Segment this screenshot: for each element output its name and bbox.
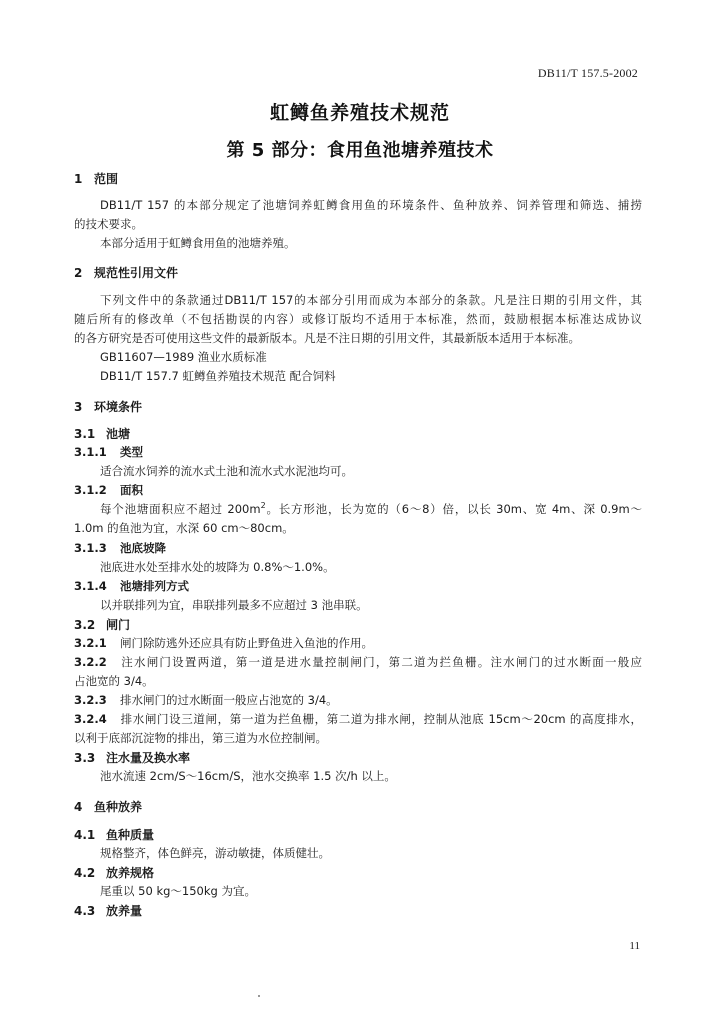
paragraph-line: 的技术要求。 (74, 217, 143, 231)
subsection-heading: 4.1 鱼种质量 (74, 828, 155, 842)
clause-heading: 3.1.4 池塘排列方式 (74, 579, 189, 593)
section-title: 鱼种放养 (94, 800, 143, 814)
section-number: 4 (74, 800, 83, 814)
subsection-heading: 3.3 注水量及换水率 (74, 751, 191, 765)
subsection-heading: 4.3 放养量 (74, 904, 143, 918)
paragraph-line: 下列文件中的条款通过DB11/T 157的本部分引用而成为本部分的条款。凡是注日期的引用文件，其 (100, 293, 642, 307)
section-number: 3 (74, 400, 83, 414)
paragraph-line: 本部分适用于虹鳟食用鱼的池塘养殖。 (100, 236, 296, 250)
document-subtitle: 第 5 部分：食用鱼池塘养殖技术 (226, 140, 494, 161)
subsection-heading: 3.2 闸门 (74, 618, 131, 632)
section-title: 范围 (94, 172, 119, 186)
paragraph-line: 尾重以 50 kg～150kg 为宜。 (100, 884, 256, 898)
section-heading-1 (74, 170, 118, 187)
standard-code: DB11/T 157.5-2002 (537, 66, 638, 80)
section-number: 1 (74, 172, 83, 186)
paragraph-line: DB11/T 157 的本部分规定了池塘饲养虹鳟食用鱼的环境条件、鱼种放养、饲养管理和筛选、捕捞 (100, 198, 642, 212)
clause-line: 3.2.3 排水闸门的过水断面一般应占池宽的 3/4。 (74, 693, 338, 707)
paragraph-line: 以并联排列为宜，串联排列最多不应超过 3 池串联。 (100, 598, 368, 612)
paragraph-line: 每个池塘面积应不超过 $200m^2$。长方形池，长为宽的（6～8）倍，以长 30m、宽 4m、深 0.9m～ (100, 501, 642, 516)
document-title: 虹鳟鱼养殖技术规范 (269, 102, 450, 124)
reference-item: GB11607—1989 渔业水质标准 (100, 350, 267, 364)
clause-heading: 3.1.3 池底坡降 (74, 541, 166, 555)
paragraph-line: 以利于底部沉淀物的排出，第三道为水位控制闸。 (74, 731, 327, 745)
section-heading-2 (74, 264, 178, 281)
scan-speck (258, 995, 260, 997)
paragraph-line: 占池宽的 3/4。 (74, 674, 154, 688)
subsection-heading: 3.1 池塘 (74, 427, 131, 441)
page-number: 11 (629, 940, 640, 952)
clause-heading: 3.1.2 面积 (74, 483, 143, 497)
paragraph-line: 适合流水饲养的流水式土池和流水式水泥池均可。 (100, 464, 353, 478)
clause-line: 3.2.1 闸门除防逃外还应具有防止野鱼进入鱼池的作用。 (74, 636, 373, 650)
clause-line: 3.2.2 注水闸门设置两道，第一道是进水量控制闸门，第二道为拦鱼栅。注水闸门的过水断面一般应 (74, 655, 642, 669)
paragraph-line: 随后所有的修改单（不包括勘误的内容）或修订版均不适用于本标准，然而，鼓励根据本标准达成协议 (74, 312, 642, 326)
section-title: 环境条件 (94, 400, 143, 414)
clause-heading: 3.1.1 类型 (74, 445, 143, 459)
paragraph-line: 规格整齐，体色鲜亮，游动敏捷，体质健壮。 (100, 846, 330, 860)
clause-line: 3.2.4 排水闸门设三道闸，第一道为拦鱼栅，第二道为排水闸，控制从池底 15cm～20cm 的高度排水， (74, 712, 642, 726)
section-heading-4 (74, 798, 142, 815)
section-number: 2 (74, 266, 83, 280)
paragraph-line: 池底进水处至排水处的坡降为 0.8%～1.0%。 (100, 560, 335, 574)
paragraph-line: 1.0m 的鱼池为宜，水深 60 cm～80cm。 (74, 521, 294, 535)
section-title: 规范性引用文件 (94, 266, 179, 280)
paragraph-line: 池水流速 2cm/S～16cm/S，池水交换率 1.5 次/h 以上。 (100, 769, 396, 783)
reference-item: DB11/T 157.7 虹鳟鱼养殖技术规范 配合饲料 (100, 369, 336, 383)
paragraph-line: 的各方研究是否可使用这些文件的最新版本。凡是不注日期的引用文件，其最新版本适用于本标准。 (74, 331, 580, 345)
section-heading-3 (74, 398, 142, 415)
subsection-heading: 4.2 放养规格 (74, 866, 155, 880)
